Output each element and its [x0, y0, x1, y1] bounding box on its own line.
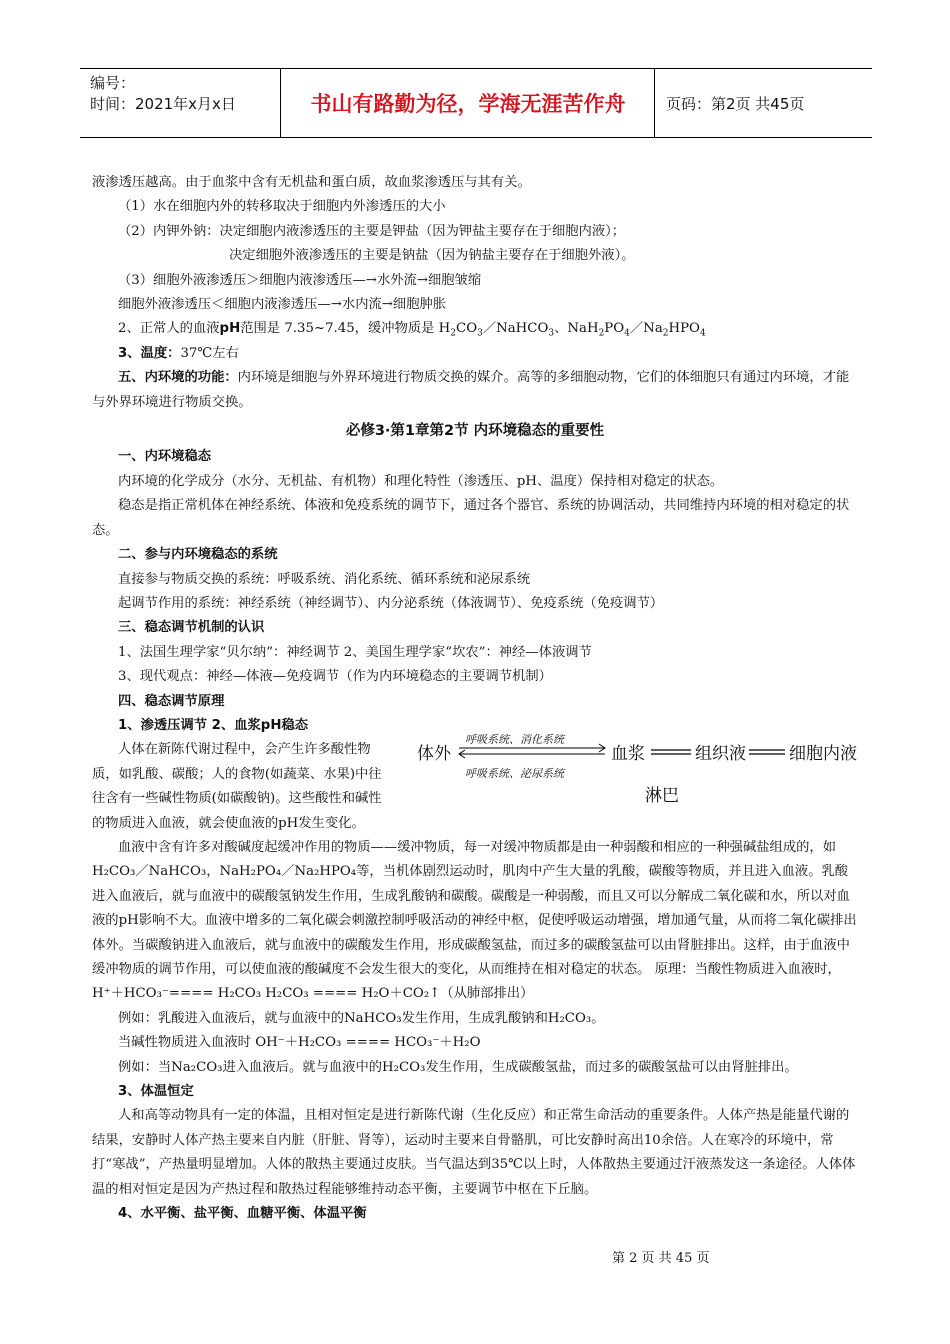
diagram-plasma: 血浆: [611, 743, 645, 764]
document-date: 时间：2021年x月x日: [90, 95, 236, 113]
diagram-tissue-fluid: 组织液: [695, 743, 746, 764]
page-footer: 第 2 页 共 45 页: [612, 1251, 710, 1266]
paragraph: 人体在新陈代谢过程中，会产生许多酸性物质，如乳酸、碳酸；人的食物(如蔬菜、水果)中往往含有一些碱性物质(如碳酸钠)。这些酸性和碱性的物质进入血液，就会使血液的pH发生变化。: [92, 742, 382, 831]
diagram-lymph: 淋巴: [645, 785, 679, 806]
paragraph: 决定细胞外液渗透压的主要是钠盐（因为钠盐主要存在于细胞外液）。: [229, 248, 635, 264]
paragraph: 例如：当Na₂CO₃进入血液后。就与血液中的H₂CO₃发生作用，生成碳酸氢盐，而过多的碳酸氢盐可以由肾脏排出。: [118, 1059, 798, 1075]
paragraph: 内环境的化学成分（水分、无机盐、有机物）和理化特性（渗透压、pH、温度）保持相对稳定的状态。: [118, 473, 724, 489]
paragraph: 例如：乳酸进入血液后，就与血液中的NaHCO₃发生作用，生成乳酸钠和H₂CO₃。: [118, 1010, 605, 1026]
paragraph: （1）水在细胞内外的转移取决于细胞内外渗透压的大小: [118, 199, 446, 215]
paragraph: 人和高等动物具有一定的体温，且相对恒定是进行新陈代谢（生化反应）和正常生命活动的重要条件。人体产热是能量代谢的结果，安静时人体产热主要来自内脏（肝脏、肾等），运动时主要来自骨骼肌，可比安静时高出10余倍。人在寒冷的环境中，常打“寒战”，产热量明显增加。人体的散热主要通过皮肤。当气温达到35℃以上时，人体散热主要通过汗液蒸发这一条途径。人体体温的相对恒定是因为产热过程和散热过程能够维持动态平衡，主要调节中枢在下丘脑。: [92, 1108, 856, 1197]
paragraph: 1、法国生理学家“贝尔纳”：神经调节 2、美国生理学家“坎农”：神经—体液调节: [118, 644, 592, 660]
header-page-info: 页码：第2页 共45页: [666, 94, 805, 113]
section-heading: 四、稳态调节原理: [118, 693, 225, 709]
section-heading: 三、稳态调节机制的认识: [118, 620, 265, 636]
paragraph: 稳态是指正常机体在神经系统、体液和免疫系统的调节下，通过各个器官、系统的协调活动，共同维持内环境的相对稳定的状态。: [92, 498, 850, 538]
paragraph: 细胞外液渗透压＜细胞内液渗透压—→水内流→细胞肿胀: [118, 297, 447, 313]
document-body: [92, 171, 858, 1226]
paragraph: 起调节作用的系统：神经系统（神经调节）、内分泌系统（体液调节）、免疫系统（免疫调节）: [118, 595, 664, 611]
section-heading: 二、参与内环境稳态的系统: [118, 547, 278, 563]
section-heading: 一、内环境稳态: [118, 449, 212, 465]
section-heading: 4、水平衡、盐平衡、血糖平衡、体温平衡: [118, 1206, 367, 1222]
diagram-intracellular: 细胞内液: [789, 743, 857, 764]
double-line-icon: [747, 744, 787, 760]
exchange-arrows-icon: [457, 740, 609, 762]
paragraph-temperature: 3、温度：37℃左右: [118, 345, 239, 361]
header-motto: 书山有路勤为径，学海无涯苦作舟: [282, 69, 655, 137]
paragraph: （2）内钾外钠：决定细胞内液渗透压的主要是钾盐（因为钾盐主要存在于细胞内液）；: [118, 223, 626, 239]
paragraph-ph-range: 2、正常人的血液pH范围是 7.35~7.45，缓冲物质是 $H_2CO_3/NaHCO_3$、$NaH_2PO_4/Na_2HPO_4$: [118, 321, 706, 340]
chapter-title: 必修3·第1章第2节 内环境稳态的重要性: [345, 423, 605, 440]
paragraph: 当碱性物质进入血液时 OH⁻＋H₂CO₃ ==== HCO₃⁻＋H₂O: [118, 1035, 481, 1051]
paragraph: 血液中含有许多对酸碱度起缓冲作用的物质——缓冲物质，每一对缓冲物质都是由一种弱酸和相应的一种强碱盐组成的，如H₂CO₃／NaHCO₃，NaH₂PO₄／Na₂HPO₄等，当机体剧烈运动时，肌肉中产生大量的乳酸，碳酸等物质，并且进入血液。乳酸进入血液后，就与血液中的碳酸氢钠发生作用，生成乳酸钠和碳酸。碳酸是一种弱酸，而且又可以分解成二氧化碳和水，所以对血液的pH影响不大。血液中增多的二氧化碳会刺激控制呼吸活动的神经中枢，促使呼吸运动增强，增加通气量，从而将二氧化碳排出体外。当碳酸钠进入血液后，就与血液中的碳酸发生作用，形成碳酸氢盐，而过多的碳酸氢盐可以由肾脏排出。这样，由于血液中缓冲物质的调节作用，可以使血液的酸碱度不会发生很大的变化，从而维持在相对稳定的状态。 原理：当酸性物质进入血液时，H⁺＋HCO₃⁻==== H₂CO₃ H₂CO₃ ==== H₂O＋CO₂↑（从肺部排出）: [92, 839, 857, 1002]
document-number: 编号：: [90, 74, 136, 92]
page-header: [80, 68, 872, 138]
section-heading: 3、体温恒定: [118, 1084, 194, 1100]
header-meta: [80, 69, 281, 137]
diagram-bottom-label: 呼吸系统、泌尿系统: [465, 766, 564, 780]
paragraph: （3）细胞外液渗透压＞细胞内液渗透压—→水外流→细胞皱缩: [118, 272, 482, 288]
paragraph: 液渗透压越高。由于血浆中含有无机盐和蛋白质，故血浆渗透压与其有关。: [92, 175, 531, 190]
paragraph: 直接参与物质交换的系统：呼吸系统、消化系统、循环系统和泌尿系统: [118, 571, 531, 587]
double-line-icon: [649, 744, 693, 760]
diagram-outside: 体外: [417, 743, 451, 764]
body-fluid-diagram: [417, 722, 862, 812]
paragraph-function: 五、内环境的功能：内环境是细胞与外界环境进行物质交换的媒介。高等的多细胞动物，它们的体细胞只有通过内环境，才能与外界环境进行物质交换。: [92, 370, 850, 410]
diagram-top-label: 呼吸系统、消化系统: [465, 732, 564, 746]
paragraph: 3、现代观点：神经—体液—免疫调节（作为内环境稳态的主要调节机制）: [118, 669, 552, 685]
section-heading: 1、渗透压调节 2、血浆pH稳态: [118, 717, 309, 733]
